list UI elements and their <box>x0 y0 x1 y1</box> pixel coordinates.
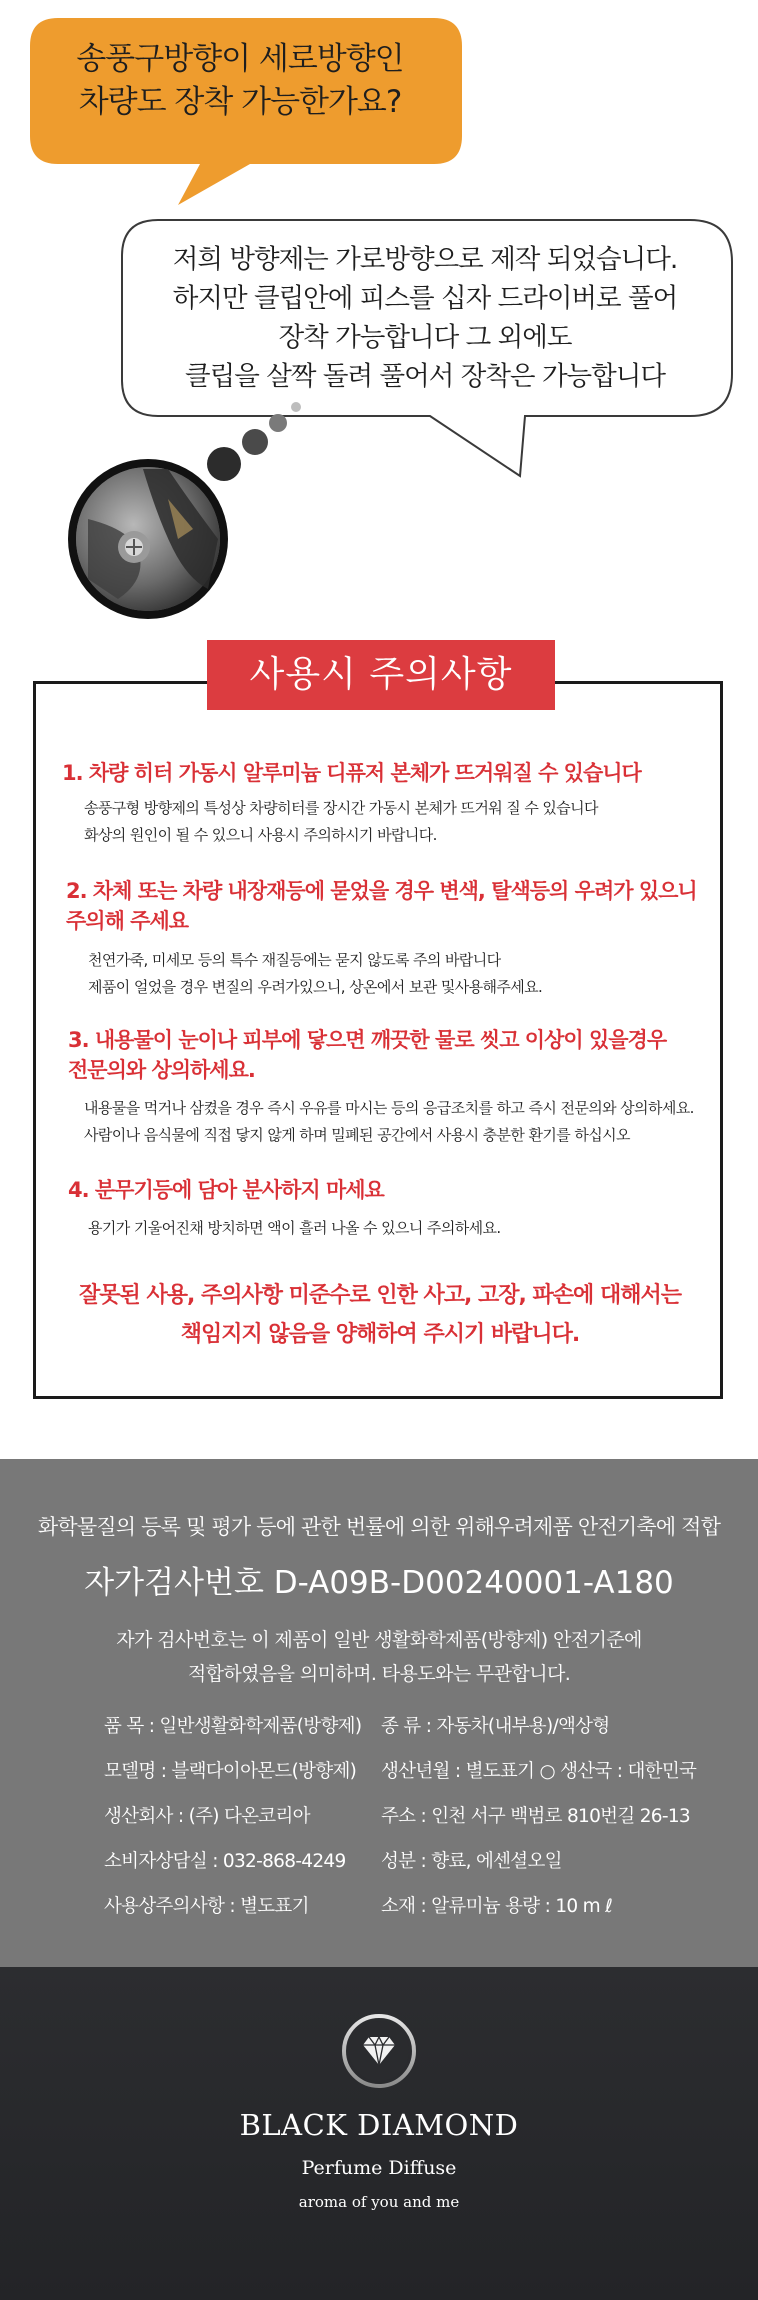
warning-line: 책임지지 않음을 양해하여 주시기 바랍니다. <box>180 1322 580 1347</box>
spec-item: 소재 : 알류미늄 용량 : 10 m ℓ <box>381 1896 613 1917</box>
caution-body-line: 용기가 기울어진채 방치하면 액이 흘러 나올 수 있으니 주의하세요. <box>88 1219 501 1237</box>
thought-dot <box>269 414 287 432</box>
question-text <box>30 38 450 124</box>
caution-heading-2 <box>66 876 697 936</box>
safety-section <box>0 1459 758 1967</box>
diamond-logo-icon <box>341 2013 417 2089</box>
caution-body-3 <box>84 1095 694 1149</box>
brand-name: BLACK DIAMOND <box>239 2108 519 2142</box>
answer-line: 클립을 살짝 돌려 풀어서 장착은 가능합니다 <box>185 361 665 392</box>
caution-body-line: 내용물을 먹거나 삼켰을 경우 즉시 우유를 마시는 등의 응급조치를 하고 즉시 전문의와 상의하세요. <box>84 1099 694 1117</box>
caution-heading-line: 주의해 주세요 <box>66 909 189 933</box>
caution-heading-line: 2. 차체 또는 차량 내장재등에 묻었을 경우 변색, 탈색등의 우려가 있으니 <box>66 879 697 903</box>
inspection-number: 자가검사번호 D-A09B-D00240001-A180 <box>84 1565 674 1601</box>
spec-item: 사용상주의사항 : 별도표기 <box>104 1896 309 1917</box>
safety-description-line: 자가 검사번호는 이 제품이 일반 생활화학제품(방향제) 안전기준에 <box>116 1629 642 1651</box>
brand-footer <box>0 1967 758 2300</box>
spec-item: 주소 : 인천 서구 백범로 810번길 26-13 <box>381 1806 690 1827</box>
thought-dot <box>207 447 241 481</box>
caution-body-line: 천연가죽, 미세모 등의 특수 재질등에는 묻지 않도록 주의 바랍니다 <box>88 951 501 969</box>
caution-heading-3 <box>68 1025 666 1085</box>
brand-subtitle: Perfume Diffuse <box>301 2157 457 2179</box>
caution-body-line: 화상의 원인이 될 수 있으니 사용시 주의하시기 바랍니다. <box>84 826 437 844</box>
caution-warning <box>60 1276 700 1354</box>
caution-body-1 <box>84 795 598 849</box>
caution-heading-line: 3. 내용물이 눈이나 피부에 닿으면 깨끗한 물로 씻고 이상이 있을경우 <box>68 1028 667 1052</box>
question-line: 송풍구방향이 세로방향인 <box>76 41 404 77</box>
caution-body-4 <box>88 1215 501 1242</box>
brand-tagline: aroma of you and me <box>298 2193 460 2211</box>
question-line: 차량도 장착 가능한가요? <box>78 84 402 120</box>
spec-item: 생산년월 : 별도표기 ○ 생산국 : 대한민국 <box>381 1761 697 1782</box>
answer-line: 저희 방향제는 가로방향으로 제작 되었습니다. <box>172 244 678 275</box>
qa-section <box>0 0 758 620</box>
answer-text <box>150 240 700 396</box>
warning-line: 잘못된 사용, 주의사항 미준수로 인한 사고, 고장, 파손에 대해서는 <box>79 1283 681 1308</box>
spec-item: 모델명 : 블랙다이아몬드(방향제) <box>104 1761 357 1782</box>
caution-heading-4 <box>68 1175 384 1205</box>
caution-heading-line: 4. 분무기등에 담아 분사하지 마세요 <box>68 1178 384 1202</box>
caution-body-line: 제품이 얼었을 경우 변질의 우려가있으니, 상온에서 보관 및사용해주세요. <box>88 978 543 996</box>
safety-description <box>0 1623 758 1691</box>
safety-standard: 화학물질의 등록 및 평가 등에 관한 번률에 의한 위해우려제품 안전기축에 적합 <box>37 1515 721 1539</box>
answer-line: 장착 가능합니다 그 외에도 <box>278 322 572 353</box>
spec-item: 종 류 : 자동차(내부용)/액상형 <box>381 1716 610 1737</box>
caution-body-line: 사람이나 음식물에 직접 닿지 않게 하며 밀폐된 공간에서 사용시 충분한 환기를 하십시오 <box>84 1126 630 1144</box>
thought-dot <box>242 429 268 455</box>
spec-item: 성분 : 향료, 에센셜오일 <box>381 1851 562 1872</box>
spec-item: 생산회사 : (주) 다온코리아 <box>104 1806 310 1827</box>
safety-description-line: 적합하였음을 의미하며. 타용도와는 무관합니다. <box>187 1663 571 1685</box>
caution-heading-line: 전문의와 상의하세요. <box>68 1058 255 1082</box>
thought-dot <box>291 402 301 412</box>
answer-line: 하지만 클립안에 피스를 십자 드라이버로 풀어 <box>172 283 678 314</box>
caution-body-2 <box>88 947 542 1001</box>
spec-item: 품 목 : 일반생활화학제품(방향제) <box>104 1716 362 1737</box>
caution-body-line: 송풍구형 방향제의 특성상 차량히터를 장시간 가동시 본체가 뜨거워 질 수 있습니다 <box>84 799 598 817</box>
caution-title: 사용시 주의사항 <box>207 640 555 710</box>
clip-photo <box>68 459 228 619</box>
caution-heading-1 <box>62 758 641 788</box>
caution-heading-line: 1. 차량 히터 가동시 알루미늄 디퓨저 본체가 뜨거워질 수 있습니다 <box>62 761 641 785</box>
spec-item: 소비자상담실 : 032-868-4249 <box>104 1851 346 1872</box>
